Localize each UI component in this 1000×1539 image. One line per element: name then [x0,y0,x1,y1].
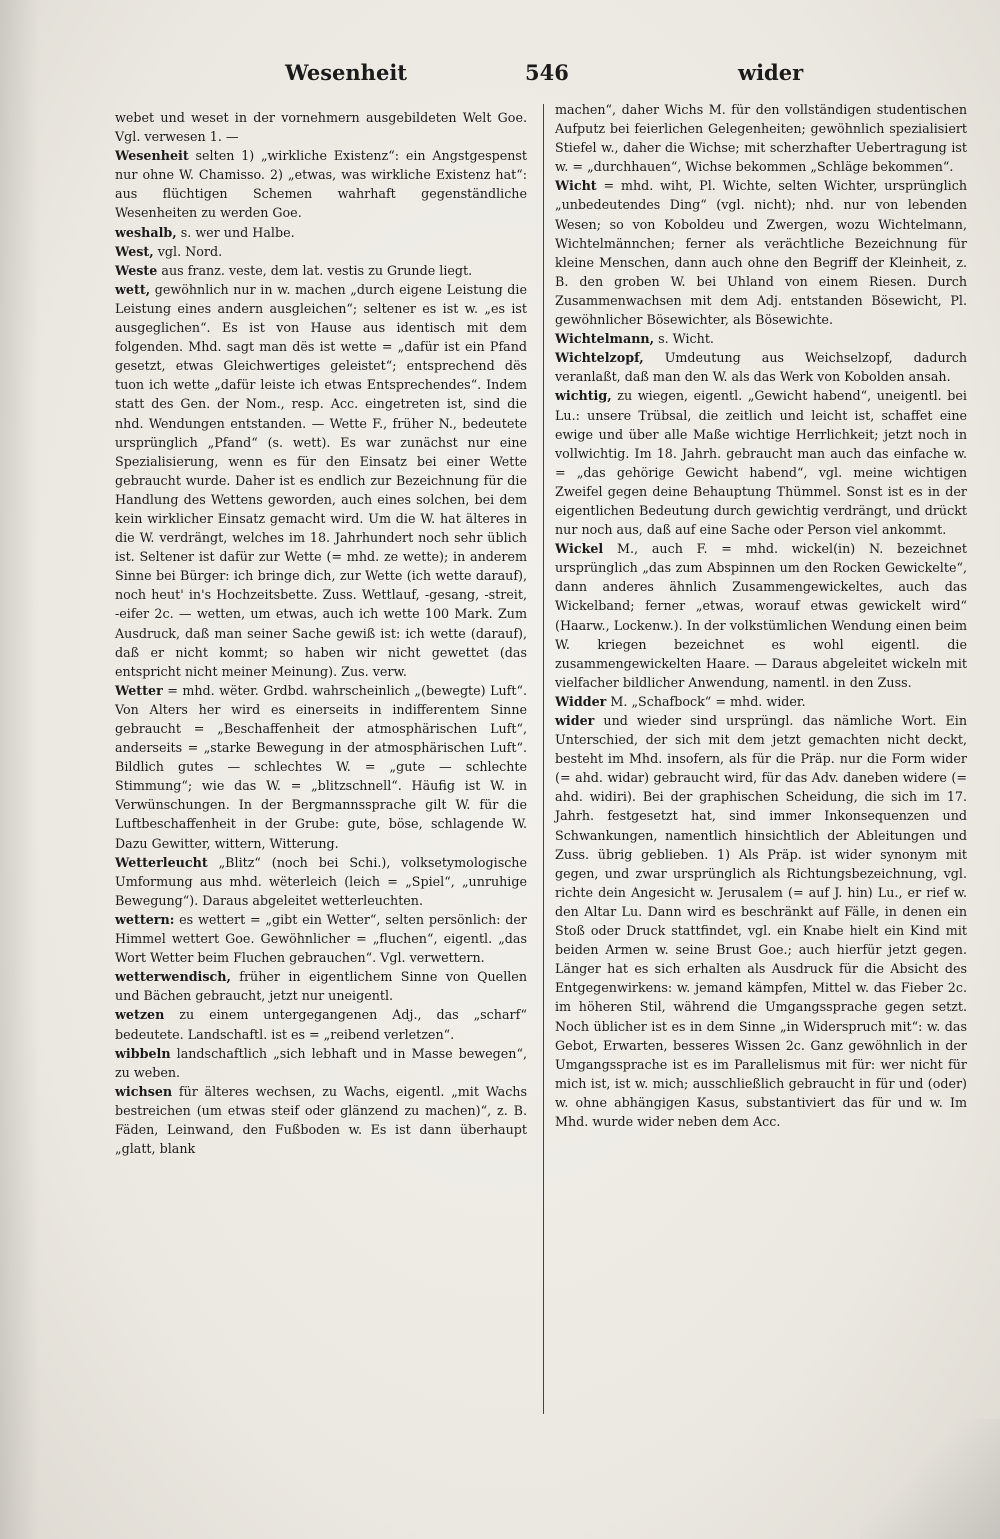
dictionary-entry [115,681,527,853]
entry-text: es wettert = „gibt ein Wetter“, selten persönlich: der Himmel wettert Goe. Gewöhnlicher = „fluchen“, eigentl. „das Wort Wetter beim Fluchen gebrauchen“. Vgl. verwettern. [115,911,527,966]
entry-headword: Wesenheit [115,148,189,164]
entry-text: s. Wicht. [654,331,714,347]
entry-text: machen“, daher Wichs M. für den vollständigen studentischen Aufputz bei feierlichen Gelegenheiten; gewöhnlich spezialisiert Stiefel w., daher die Wichse; mit scherzhafter Uebertragung ist w. = „durchhauen“, Wichse bekommen „Schläge bekommen“. [555,102,967,175]
entry-text: früher in eigentlichem Sinne von Quellen und Bächen gebraucht, jetzt nur uneigentl. [115,969,527,1004]
entry-text: für älteres wechsen, zu Wachs, eigentl. „mit Wachs bestreichen (um etwas steif oder glänzend zu machen)“, z. B. Fäden, Leinwand, den Fußboden w. Es ist dann überhaupt „glatt, blank [115,1083,527,1157]
dictionary-entry [115,853,527,910]
dictionary-entry [555,329,967,348]
dictionary-entry [555,692,967,711]
entry-text: Umdeutung aus Weichselzopf, dadurch veranlaßt, daß man den W. als das Werk von Kobolden ansah. [555,350,967,385]
entry-text: M. „Schafbock“ = mhd. wider. [606,693,806,709]
entry-text: zu einem untergegangenen Adj., das „scharf“ bedeutete. Landschaftl. ist es = „reibend verletzen“. [115,1007,527,1042]
dictionary-entry [115,1082,527,1158]
entry-text: landschaftlich „sich lebhaft und in Masse bewegen“, zu weben. [115,1045,527,1080]
column-divider [543,104,544,1414]
dictionary-entry [115,146,527,222]
dictionary-entry [115,261,527,280]
entry-headword: wetzen [115,1007,165,1023]
entry-headword: weshalb, [115,224,177,240]
left-column [115,108,527,1158]
dictionary-entry [555,539,967,692]
entry-headword: West, [115,243,154,259]
header-left-word: Wesenheit [285,60,407,85]
entry-headword: wett, [115,281,151,297]
entry-text: s. wer und Halbe. [176,224,295,240]
dictionary-entry [555,348,967,386]
entry-headword: Wetter [115,682,163,698]
entry-text: „Blitz“ (noch bei Schi.), volksetymologische Umformung aus mhd. wëterleich (leich = „Spiel“, „unruhige Bewegung“). Daraus abgeleitet wetterleuchten. [115,854,527,908]
entry-text: M., auch F. = mhd. wickel(in) N. bezeichnet ursprünglich „das zum Abspinnen um den Rocken Gewickelte“, dann anderes ähnlich Zusammengewickeltes, auch das Wickelband; ferner „etwas, worauf etwas gewickelt wird“ (Haarw., Lockenw.). In der volkstümlichen Wendung einen beim W. kriegen bezeichnet es wohl eigentl. die zusammengewickelten Haare. — Daraus abgeleitet wickeln mit vielfacher bildlicher Anwendung, namentl. in den Zuss. [555,541,967,690]
entry-headword: Wichtelzopf, [555,350,644,366]
entry-headword: wibbeln [115,1045,171,1061]
entry-headword: Wichtelmann, [555,331,655,347]
right-column [555,100,967,1131]
entry-headword: wichtig, [555,388,612,404]
entry-headword: wider [555,713,595,728]
entry-text: = mhd. wëter. Grdbd. wahrscheinlich „(bewegte) Luft“. Von Alters her wird es einerseits in indifferentem Sinne gebraucht = „Beschaffenheit der atmosphärischen Luft“, anderseits = „starke Bewegung in der atmosphärischen Luft“. Bildlich gutes — schlechtes W. = „gute — schlechte Stimmung“; wie das W. = „blitzschnell“. Häufig ist W. in Verwünschungen. In der Bergmannssprache gilt W. für die Luftbeschaffenheit in der Grube: gute, böse, schlagende W. Dazu Gewitter, wittern, Witterung. [115,682,527,851]
dictionary-entry [555,176,967,329]
page-corner-shade [860,1419,1000,1539]
entry-headword: Weste [115,262,158,278]
entry-text: selten 1) „wirkliche Existenz“: ein Angstgespenst nur ohne W. Chamisso. 2) „etwas, was wirkliche Existenz hat“: aus flüchtigen Schemen wahrhaft gegenständliche Wesenheiten zu werden Goe. [115,148,527,221]
spine-shadow [0,0,40,1539]
entry-text: gewöhnlich nur in w. machen „durch eigene Leistung die Leistung eines andern ausgleichen“; seltener es ist w. „es ist ausgeglichen“. Es ist von Hause aus identisch mit dem folgenden. Mhd. sagt man dës ist wette = „dafür ist ein Pfand gesetzt, etwas Gleichwertiges geleistet“; entsprechend dës tuon ich wette „dafür leiste ich etwas Entsprechendes“. Indem statt des Gen. der Nom., resp. Acc. eingetreten ist, sind die nhd. Wendungen entstanden. — Wette F., früher N., bedeutete ursprünglich „Pfand“ (s. wett). Es war zunächst nur eine Spezialisierung, wenn es für den Einsatz bei einer Wette gebraucht wurde. Daher ist es endlich zur Bezeichnung für die Handlung des Wettens geworden, auch eines solchen, bei dem kein wirklicher Einsatz gemacht wird. Um die W. hat älteres in die W. verdrängt, welches im 18. Jahrhundert noch sehr üblich ist. Seltener ist dafür zur Wette (= mhd. ze wette); in anderem Sinne bei Bürger: ich bringe dich, zur Wette (ich wette darauf), noch heut' in's Hochzeitsbette. Zuss. Wettlauf, -gesang, -streit, -eifer 2c. — wetten, um etwas, auch ich wette 100 Mark. Zum Ausdruck, daß man seiner Sache gewiß ist: ich wette (darauf), daß er nicht kommt; so haben wir nicht gewettet (das entspricht nicht meiner Meinung). Zus. verw. [115,281,527,679]
dictionary-entry [555,386,967,539]
entry-text: webet und weset in der vornehmern ausgebildeten Welt Goe. Vgl. verwesen 1. — [115,110,527,145]
dictionary-entry [115,1005,527,1043]
dictionary-entry [115,1044,527,1082]
header-right-word: wider [738,60,804,85]
entry-headword: Wickel [555,541,604,557]
entry-text: vgl. Nord. [153,243,223,259]
entry-headword: Wicht [555,178,597,194]
dictionary-entry [555,100,967,176]
entry-text: = mhd. wiht, Pl. Wichte, selten Wichter, ursprünglich „unbedeutendes Ding“ (vgl. nicht); nhd. nur von lebenden Wesen; so von Koboldeu und Zwergen, wozu Wichtelmann, Wichtelmännchen; ferner als verächtliche Bezeichnung für kleine Menschen, dann auch ohne den Begriff der Kleinheit, z. B. den groben W. bei Uhland von einem Riesen. Durch Zusammenwachsen mit dem Adj. entstanden Bösewicht, Pl. gewöhnlicher Bösewichter, als Bösewichte. [555,178,967,328]
dictionary-entry [115,223,527,242]
dictionary-entry [115,967,527,1005]
entry-text: und wieder sind ursprüngl. das nämliche Wort. Ein Unterschied, der sich mit dem jetzt gemachten nicht deckt, besteht im Mhd. insofern, als für die Präp. nur die Form wider (= ahd. widar) gebraucht wird, für das Adv. daneben widere (= ahd. widiri). Bei der graphischen Scheidung, die sich im 17. Jahrh. festgesetzt hat, sind immer Inkonsequenzen und Schwankungen, namentlich hinsichtlich der Ableitungen und Zuss. übrig geblieben. 1) Als Präp. ist wider synonym mit gegen, und zwar ursprünglich als Richtungsbezeichnung, vgl. richte dein Angesicht w. Jerusalem (= auf J. hin) Lu., er rief w. den Altar Lu. Dann wird es beschränkt auf Fälle, in denen ein Stoß oder Druck stattfindet, vgl. ein Knabe hielt ein Kind mit beiden Armen w. seine Brust Goe.; auch hierfür jetzt gegen. Länger hat es sich erhalten als Ausdruck für die Absicht des Entgegenwirkens: w. jemand kämpfen, Mittel w. das Fieber 2c. im höheren Stil, während die Umgangssprache gegen setzt. Noch üblicher ist es in dem Sinne „in Widerspruch mit“: w. das Gebot, Erwarten, besseres Wissen 2c. Ganz gewöhnlich in der Umgangssprache ist es im Parallelismus mit für: wer nicht für mich ist, ist w. mich; ausschließlich gebraucht in für und (oder) w. ohne abhängigen Kasus, substantiviert das für und w. Im Mhd. wurde wider neben dem Acc. [555,713,967,1129]
running-header [110,60,970,90]
entry-headword: Widder [555,693,607,709]
dictionary-entry [115,910,527,967]
entry-headword: wetterwendisch, [115,969,231,985]
entry-headword: Wetterleucht [115,854,208,870]
entry-headword: wichsen [115,1083,173,1099]
dictionary-entry [115,242,527,261]
entry-text: zu wiegen, eigentl. „Gewicht habend“, uneigentl. bei Lu.: unsere Trübsal, die zeitlich und leicht ist, schaffet eine ewige und über alle Maße wichtige Herrlichkeit; jetzt noch in vollwichtig. Im 18. Jahrh. gebraucht man auch das einfache w. = „das gehörige Gewicht habend“, vgl. meine wichtigen Zweifel gegen deine Behauptung Thümmel. Sonst ist es in der eigentlichen Bedeutung durch gewichtig verdrängt, und drückt nur noch aus, daß auf eine Sache oder Person viel ankommt. [555,388,967,538]
entry-headword: wettern: [115,911,175,927]
dictionary-entry [115,108,527,146]
entry-text: aus franz. veste, dem lat. vestis zu Grunde liegt. [157,262,473,278]
page-number: 546 [525,60,569,85]
dictionary-entry [115,280,527,681]
dictionary-entry [555,711,967,1131]
